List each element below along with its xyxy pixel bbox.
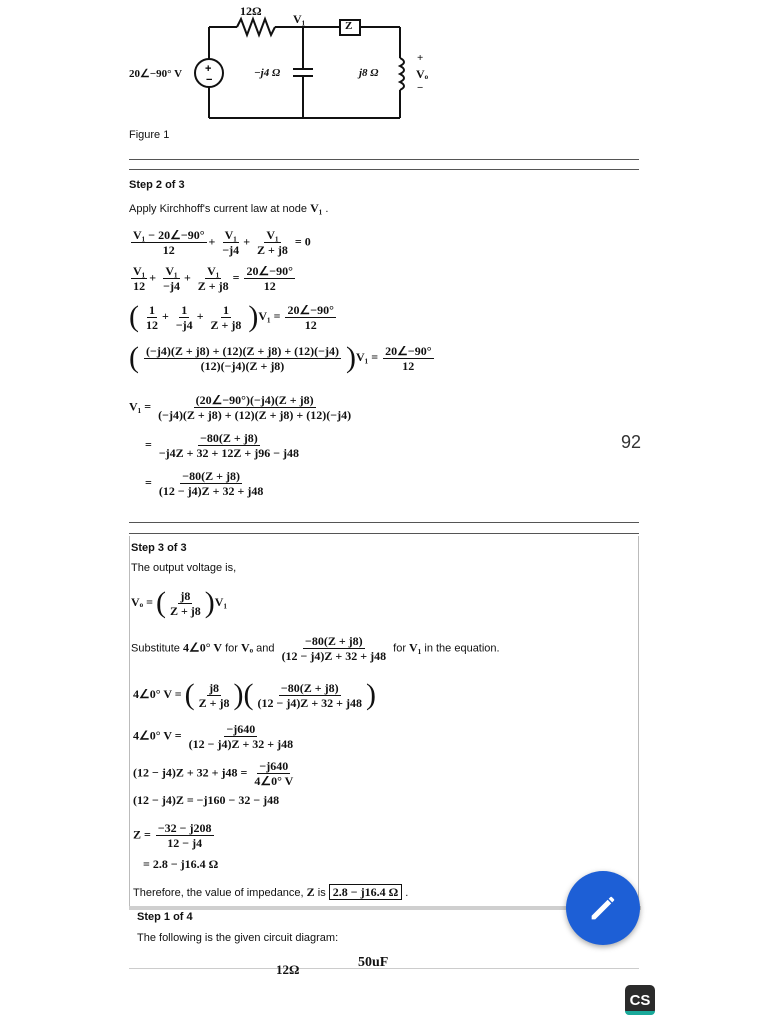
step3-eq5: (12 − j4)Z = −j160 − 32 − j48 [133,793,280,807]
divider [129,169,639,170]
edit-fab-button[interactable] [566,871,640,945]
vo-label: Vₒ [416,67,429,81]
step3-eq2: 4∠0° V = ( $\frac{j8}{Z + j8}$ )( $\frac{-80(Z + j8)}{(12 - j4)Z + 32 + j48}$ ) [133,678,376,711]
step3-eq3: 4∠0° V = $\frac{-j640}{(12 - j4)Z + 32 + j48}$ [133,722,294,751]
partial-capacitor-label: 50uF [358,955,389,970]
capacitor-label: −j4 Ω [254,67,281,79]
step2-header: Step 2 of 3 [129,179,185,191]
camscanner-logo-badge: CS [625,985,655,1015]
impedance-z-label: Z [345,20,353,32]
step3-eq6: Z = $\frac{-32 - j208}{12 - j4}$ [133,821,212,850]
step2-eq6: = $\frac{-80(Z + j8)}{-j4Z + 32 + 12Z + j96 - j48}$ [145,431,300,460]
vo-plus: + [417,52,424,64]
circuit-figure-1 [125,0,445,125]
step2-eq2: $\frac{\text{V₁}}{12}$ + $\frac{\text{V₁}}{-j4}$ + $\frac{\text{V₁}}{Z + j8}$ = $\frac{20\angle-90^\circ}{12}$ [133,264,293,293]
partial-resistor-label: 12Ω [276,962,300,974]
vo-minus: − [417,82,424,94]
pencil-icon [586,891,620,925]
divider [129,522,639,523]
step3-eq7: = 2.8 − j16.4 Ω [143,857,219,871]
step2-eq5: V₁ = $\frac{(20\angle-90^\circ)(-j4)(Z + j8)}{(-j4)(Z + j8) + (12)(Z + j8) + (12)(-j4)}$ [129,393,352,422]
step1-header: Step 1 of 4 [137,911,193,923]
step3-eq1: Vₒ = ( $\frac{j8}{Z + j8}$ )V₁ [131,586,228,619]
step3-conclusion: Therefore, the value of impedance, Z is 2.8 − j16.4 Ω . [133,885,409,899]
step3-header: Step 3 of 3 [131,542,187,554]
step3-eq4: (12 − j4)Z + 32 + j48 = $\frac{-j640}{4\angle 0^\circ V}$ [133,759,294,788]
divider [129,159,639,160]
answer-box: 2.8 − j16.4 Ω [329,884,402,900]
inductor-label: j8 Ω [359,67,379,79]
step2-eq1: $\frac{\text{V₁ − 20∠−90°}}{12}$ + $\frac{\text{V₁}}{-j4}$ + $\frac{\text{V₁}}{Z + j8}$ = 0 [133,228,311,257]
step3-substitute: Substitute 4∠0° V for Vₒ and $\frac{-80(Z + j8)}{(12 - j4)Z + 32 + j48}$ for V₁ in the equation. [131,634,500,663]
step1-intro: The following is the given circuit diagram: [137,932,339,944]
step2-eq3: ( $\frac{1}{12}$ + $\frac{1}{-j4}$ + $\frac{1}{Z + j8}$ )V₁ = $\frac{20\angle-90^\circ}{12}$ [129,300,334,333]
figure-caption: Figure 1 [129,129,170,141]
step2-eq4: ( $\frac{(-j4)(Z + j8) + (12)(Z + j8) + (12)(-j4)}{(12)(-j4)(Z + j8)}$ )V₁ = $\frac{20\angle-90^\circ}{12}$ [129,341,432,374]
side-number: 92 [621,432,642,452]
section-separator [129,906,641,910]
step2-intro: Apply Kirchhoff's current law at node V₁ . [129,201,329,215]
source-label: 20∠−90° V [129,68,183,80]
resistor-label: 12Ω [240,4,262,18]
svg-text:−: − [206,74,213,86]
svg-text:+: + [205,63,212,75]
divider [129,533,639,534]
step2-eq7: = $\frac{-80(Z + j8)}{(12 - j4)Z + 32 + j48}$ [145,469,264,498]
step3-intro: The output voltage is, [131,562,237,574]
node-v1-label: V₁ [293,12,306,26]
